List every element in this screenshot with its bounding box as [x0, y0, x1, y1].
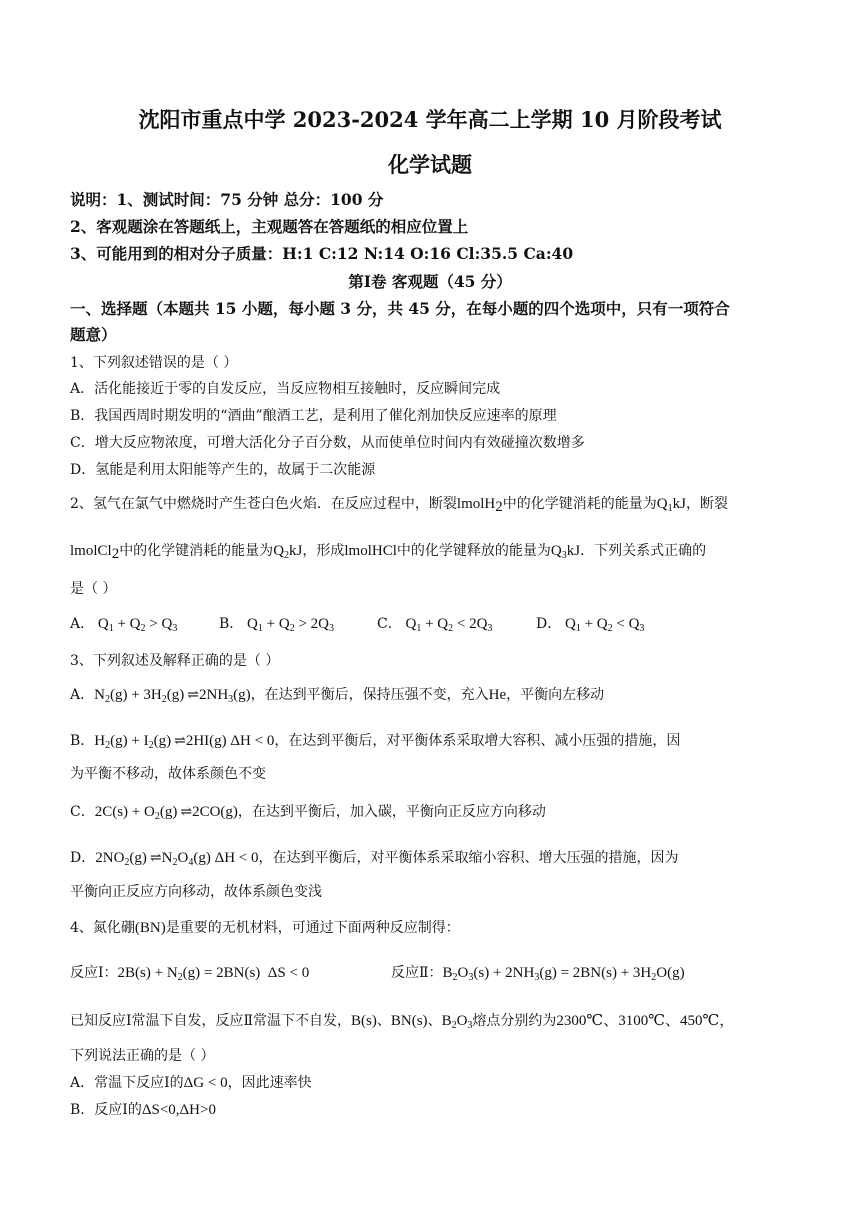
- note-time: 说明：1、测试时间：75 分钟 总分：100 分: [70, 190, 384, 209]
- q4-stem: 4、氮化硼(BN)是重要的无机材料，可通过下面两种反应制得：: [70, 920, 460, 936]
- q3-option-a: A．$N_2(g) + 3H_2(g)$ ⇌ $2NH_3(g)$，在达到平衡后，保持压强不变，充入He，平衡向左移动: [70, 687, 605, 705]
- q3-stem: 3、下列叙述及解释正确的是（ ）: [70, 653, 280, 669]
- q3-option-c: C．$2C(s) + O_2(g)$ ⇌ 2CO(g)，在达到平衡后，加入碳，平衡向正反应方向移动: [70, 804, 546, 822]
- q2-line-1: 2、氢气在氯气中燃烧时产生苍白色火焰．在反应过程中，断裂lmolH$_2$中的化学键消耗的能量为$Q_1kJ$，断裂: [70, 496, 728, 515]
- exam-title: 沈阳市重点中学 2023-2024 学年高二上学期 10 月阶段考试: [138, 107, 722, 132]
- q1-option-d: D．氢能是利用太阳能等产生的，故属于二次能源: [70, 462, 376, 478]
- q1-stem: 1、下列叙述错误的是（ ）: [70, 355, 238, 371]
- note-atomic-masses: 3、可能用到的相对分子质量：H:1 C:12 N:14 O:16 Cl:35.5 Ca:40: [70, 244, 574, 263]
- section-heading-cont: 题意）: [70, 325, 117, 344]
- q2-line-3: 是（ ）: [70, 581, 117, 597]
- q1-option-c: C．增大反应物浓度，可增大活化分子百分数，从而使单位时间内有效碰撞次数增多: [70, 435, 585, 451]
- q2-option-a: A． $Q_1 + Q_2 > Q_3$: [70, 616, 178, 634]
- q2-option-d: D． $Q_1 + Q_2 < Q_3$: [536, 616, 645, 634]
- q4-known-conditions: 已知反应Ⅰ常温下自发，反应Ⅱ常温下不自发，B(s)、BN(s)、$B_2O_3$熔点分别约为2300℃、3100℃、450℃，: [70, 1013, 735, 1031]
- q4-reaction-1: 反应Ⅰ：$2B(s) + N_2(g) = 2BN(s) \Delta S < 0$: [70, 965, 310, 983]
- q3-option-b-cont: 为平衡不移动，故体系颜色不变: [70, 766, 266, 782]
- exam-subtitle: 化学试题: [388, 152, 472, 177]
- q4-ask: 下列说法正确的是（ ）: [70, 1048, 215, 1064]
- q4-option-b: B．反应Ⅰ的ΔS<0,ΔH>0: [70, 1102, 216, 1118]
- q2-option-b: B． $Q_1 + Q_2 > 2Q_3$: [219, 616, 334, 634]
- note-answer-sheet: 2、客观题涂在答题纸上，主观题答在答题纸的相应位置上: [70, 217, 469, 236]
- q3-option-d-cont: 平衡向正反应方向移动，故体系颜色变浅: [70, 884, 322, 900]
- q1-option-b: B．我国西周时期发明的“酒曲”酿酒工艺，是利用了催化剂加快反应速率的原理: [70, 408, 557, 424]
- volume-heading: 第Ⅰ卷 客观题（45 分）: [348, 272, 512, 291]
- q4-option-a: A．常温下反应Ⅰ的ΔG < 0，因此速率快: [70, 1075, 312, 1091]
- q4-reaction-2: 反应Ⅱ：$B_2O_3(s) + 2NH_3(g) = 2BN(s) + 3H_2O(g)$: [391, 965, 685, 983]
- q1-option-a: A．活化能接近于零的自发反应，当反应物相互接触时，反应瞬间完成: [70, 381, 501, 397]
- q3-option-d: D．$2NO_2(g)$ ⇌ $N_2O_4(g) \Delta H < 0$，在达到平衡后，对平衡体系采取缩小容积、增大压强的措施，因为: [70, 850, 679, 868]
- section-heading: 一、选择题（本题共 15 小题，每小题 3 分，共 45 分，在每小题的四个选项中，只有一项符合: [70, 299, 730, 318]
- q2-option-c: C． $Q_1 + Q_2 < 2Q_3$: [377, 616, 493, 634]
- q2-line-2: lmolCl$_2$中的化学键消耗的能量为$Q_2kJ$，形成lmolHCl中的化学键释放的能量为$Q_3kJ$．下列关系式正确的: [70, 543, 707, 562]
- q3-option-b: B．$H_2(g) + I_2(g)$ ⇌ 2HI(g) ΔH < 0，在达到平衡后，对平衡体系采取增大容积、减小压强的措施，因: [70, 733, 681, 751]
